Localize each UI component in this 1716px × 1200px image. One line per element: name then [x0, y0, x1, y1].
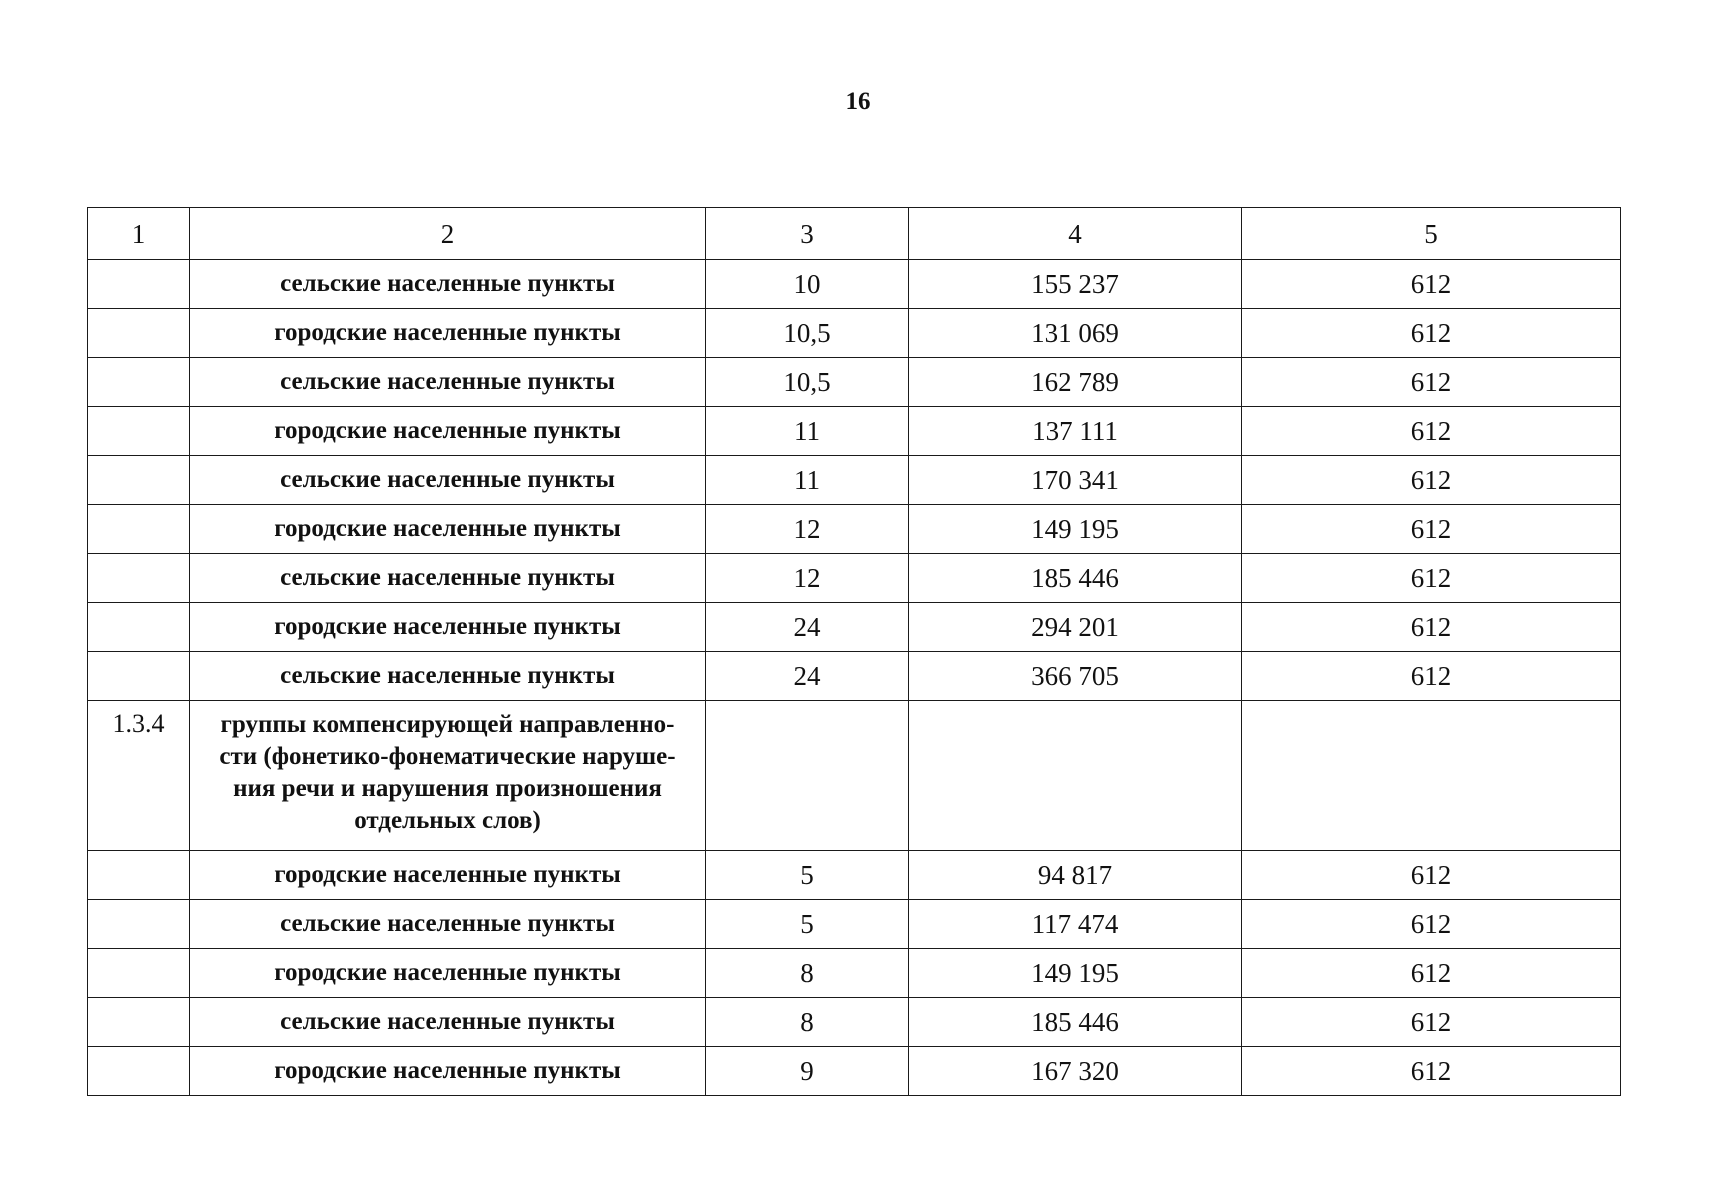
column-4-cell: 155 237: [909, 260, 1242, 309]
column-5-cell: 612: [1242, 456, 1621, 505]
table-row: [88, 554, 1621, 603]
settlement-type-cell: сельские населенные пункты: [190, 900, 706, 949]
column-5-cell: 612: [1242, 851, 1621, 900]
table-row: [88, 358, 1621, 407]
settlement-type-cell: сельские населенные пункты: [190, 358, 706, 407]
section-row: [88, 701, 1621, 851]
row-number-cell: [88, 851, 190, 900]
table-row: [88, 900, 1621, 949]
column-3-cell: 24: [706, 603, 909, 652]
column-3-cell: 10,5: [706, 309, 909, 358]
settlement-type-cell: сельские населенные пункты: [190, 652, 706, 701]
column-4-cell: 185 446: [909, 998, 1242, 1047]
settlement-type-cell: городские населенные пункты: [190, 407, 706, 456]
column-4-cell: 137 111: [909, 407, 1242, 456]
column-4-cell: 170 341: [909, 456, 1242, 505]
row-number-cell: [88, 456, 190, 505]
table-row: [88, 505, 1621, 554]
column-3-cell: 11: [706, 407, 909, 456]
column-5-cell: 612: [1242, 652, 1621, 701]
column-4-cell: 117 474: [909, 900, 1242, 949]
column-4-cell: 185 446: [909, 554, 1242, 603]
column-3-cell: 10: [706, 260, 909, 309]
column-5-cell: 612: [1242, 358, 1621, 407]
column-header-3: 3: [706, 208, 909, 260]
settlement-type-cell: городские населенные пункты: [190, 309, 706, 358]
column-5-cell: 612: [1242, 603, 1621, 652]
table-row: [88, 260, 1621, 309]
column-3-cell: 12: [706, 505, 909, 554]
tariff-table: [87, 207, 1621, 1096]
table-row: [88, 456, 1621, 505]
section-title-cell: [190, 701, 706, 851]
settlement-type-cell: городские населенные пункты: [190, 1047, 706, 1096]
column-5-cell: 612: [1242, 1047, 1621, 1096]
column-3-cell: 9: [706, 1047, 909, 1096]
column-5-cell: 612: [1242, 998, 1621, 1047]
table-row: [88, 309, 1621, 358]
section-title-line: ния речи и нарушения произношения: [233, 775, 662, 802]
settlement-type-cell: сельские населенные пункты: [190, 456, 706, 505]
column-5-cell: 612: [1242, 407, 1621, 456]
column-3-cell: [706, 701, 909, 851]
table-header-row: [88, 208, 1621, 260]
column-4-cell: 366 705: [909, 652, 1242, 701]
table-row: [88, 652, 1621, 701]
settlement-type-cell: городские населенные пункты: [190, 603, 706, 652]
settlement-type-cell: сельские населенные пункты: [190, 998, 706, 1047]
settlement-type-cell: городские населенные пункты: [190, 505, 706, 554]
column-5-cell: [1242, 701, 1621, 851]
column-5-cell: 612: [1242, 309, 1621, 358]
row-number-cell: [88, 603, 190, 652]
column-header-2: 2: [190, 208, 706, 260]
settlement-type-cell: сельские населенные пункты: [190, 260, 706, 309]
column-3-cell: 24: [706, 652, 909, 701]
row-number-cell: [88, 998, 190, 1047]
column-5-cell: 612: [1242, 554, 1621, 603]
column-header-4: 4: [909, 208, 1242, 260]
column-header-5: 5: [1242, 208, 1621, 260]
row-number-cell: [88, 554, 190, 603]
page-number: 16: [845, 88, 871, 115]
column-4-cell: 149 195: [909, 949, 1242, 998]
column-4-cell: 94 817: [909, 851, 1242, 900]
table-row: [88, 949, 1621, 998]
row-number-cell: [88, 407, 190, 456]
column-4-cell: 162 789: [909, 358, 1242, 407]
column-4-cell: 294 201: [909, 603, 1242, 652]
table-row: [88, 851, 1621, 900]
column-3-cell: 11: [706, 456, 909, 505]
column-3-cell: 5: [706, 851, 909, 900]
settlement-type-cell: сельские населенные пункты: [190, 554, 706, 603]
row-number-cell: [88, 1047, 190, 1096]
row-number-cell: [88, 949, 190, 998]
row-number-cell: [88, 900, 190, 949]
table-row: [88, 998, 1621, 1047]
row-number-cell: [88, 652, 190, 701]
column-4-cell: 149 195: [909, 505, 1242, 554]
section-number-cell: 1.3.4: [88, 701, 190, 851]
section-title-line: отдельных слов): [354, 807, 541, 834]
section-title-line: сти (фонетико-фонематические наруше-: [219, 743, 676, 770]
table-row: [88, 407, 1621, 456]
row-number-cell: [88, 505, 190, 554]
column-3-cell: 8: [706, 998, 909, 1047]
column-3-cell: 8: [706, 949, 909, 998]
column-4-cell: 131 069: [909, 309, 1242, 358]
column-3-cell: 12: [706, 554, 909, 603]
column-4-cell: 167 320: [909, 1047, 1242, 1096]
column-5-cell: 612: [1242, 505, 1621, 554]
row-number-cell: [88, 358, 190, 407]
section-title-line: группы компенсирующей направленно-: [220, 711, 675, 738]
column-3-cell: 10,5: [706, 358, 909, 407]
column-5-cell: 612: [1242, 260, 1621, 309]
settlement-type-cell: городские населенные пункты: [190, 851, 706, 900]
settlement-type-cell: городские населенные пункты: [190, 949, 706, 998]
column-4-cell: [909, 701, 1242, 851]
table-row: [88, 1047, 1621, 1096]
table-row: [88, 603, 1621, 652]
column-5-cell: 612: [1242, 900, 1621, 949]
column-header-1: 1: [88, 208, 190, 260]
column-3-cell: 5: [706, 900, 909, 949]
row-number-cell: [88, 260, 190, 309]
column-5-cell: 612: [1242, 949, 1621, 998]
row-number-cell: [88, 309, 190, 358]
